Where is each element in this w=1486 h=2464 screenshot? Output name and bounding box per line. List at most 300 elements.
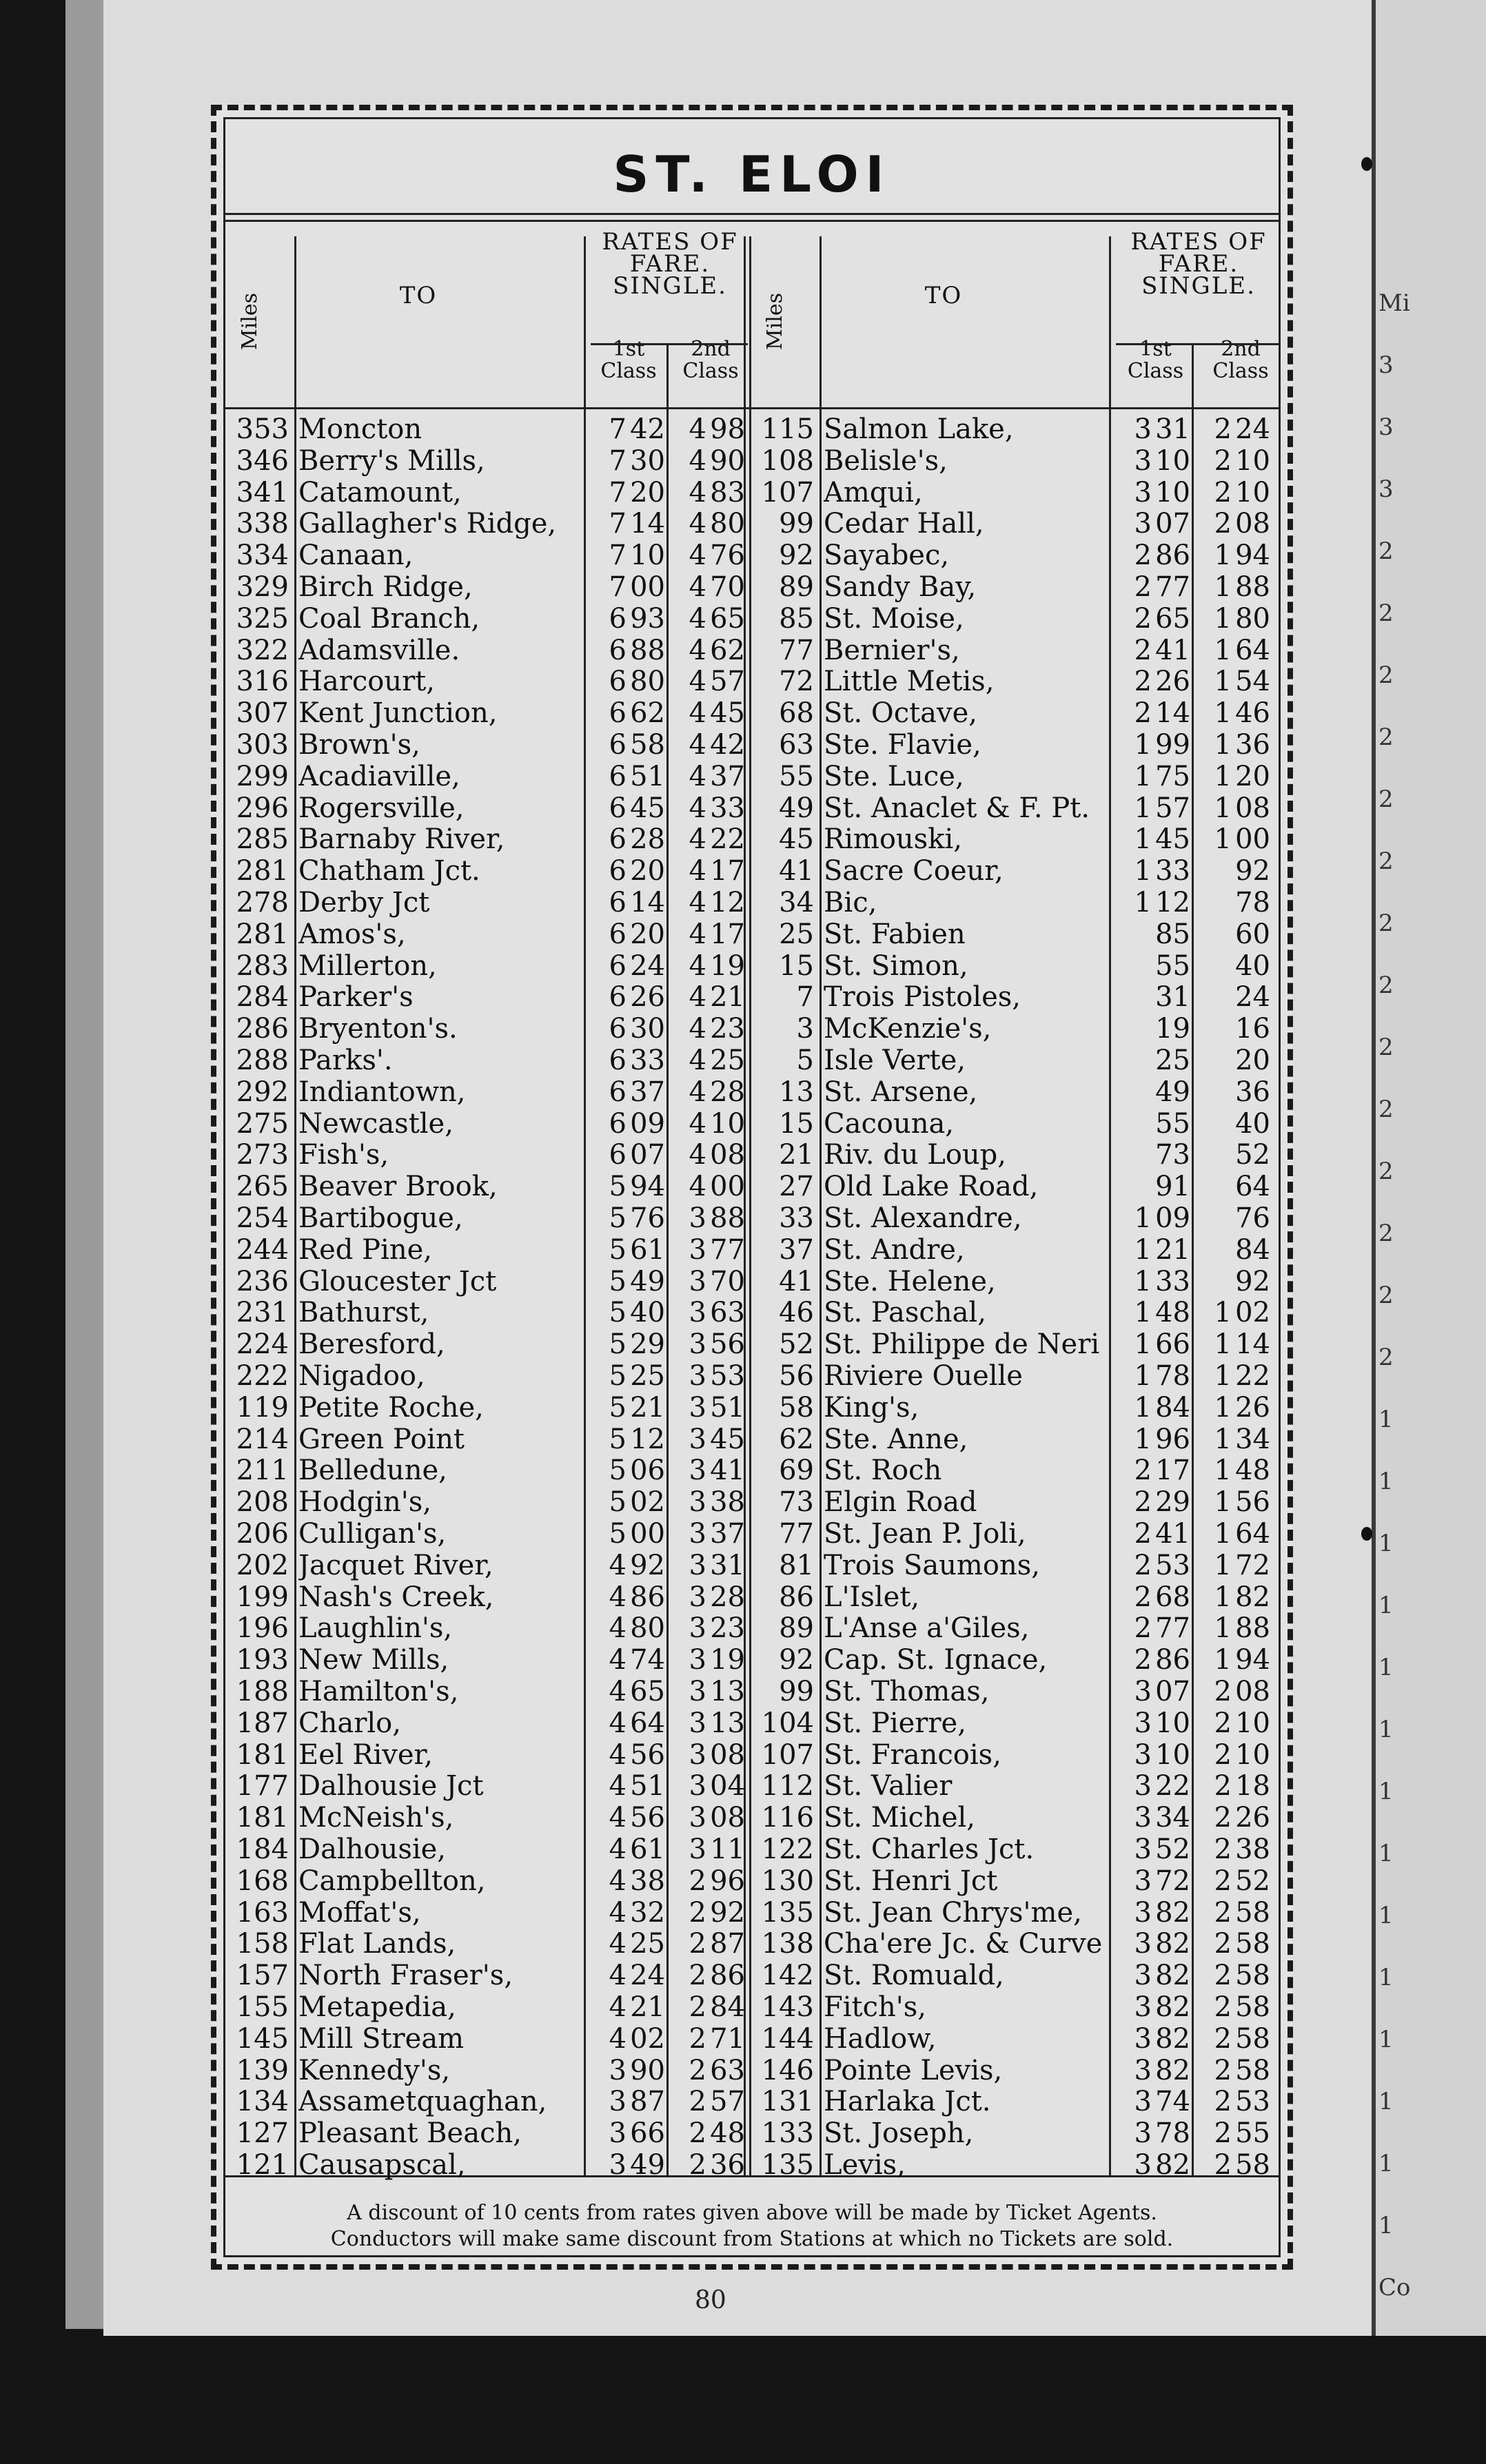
first-class-cents-cell: 82: [1155, 2149, 1190, 2181]
second-class-cents-cell: 25: [710, 1045, 745, 1076]
second-class-cents-cell: 22: [710, 823, 745, 856]
station-cell: Isle Verte,: [824, 1045, 966, 1076]
second-class-cents-cell: 53: [710, 1360, 745, 1392]
second-class-dollars-cell: 2: [689, 2022, 706, 2055]
first-class-cents-cell: 82: [1155, 1991, 1190, 2023]
station-cell: Bartibogue,: [298, 1203, 463, 1234]
station-cell: Levis,: [824, 2150, 906, 2181]
second-class-dollars-cell: 4: [689, 729, 706, 761]
first-class-dollars-cell: 6: [609, 918, 627, 950]
second-class-cents-cell: 88: [1235, 1612, 1270, 1645]
first-class-cents-cell: 82: [1155, 1960, 1190, 1992]
station-cell: Moncton: [298, 414, 423, 445]
second-class-cents-cell: 90: [710, 444, 745, 477]
station-cell: St. Arsene,: [824, 1076, 978, 1108]
adjacent-page-fragment: 1: [1378, 2088, 1394, 2115]
miles-cell: 138: [761, 1928, 814, 1960]
station-cell: Jacquet River,: [298, 1550, 493, 1581]
table-row: [225, 887, 749, 918]
first-class-cents-cell: 64: [630, 1707, 665, 1739]
second-class-cents-cell: 51: [710, 1391, 745, 1424]
table-row: [751, 2118, 1274, 2149]
adjacent-page-fragment: 2: [1378, 1034, 1394, 1061]
miles-cell: 41: [779, 855, 814, 887]
right-column-header: [751, 223, 1274, 409]
first-class-cents-cell: 90: [630, 2054, 665, 2086]
first-class-dollars-cell: 2: [1134, 1486, 1152, 1519]
table-row: [751, 446, 1274, 477]
first-class-cents-cell: 09: [630, 1107, 665, 1140]
table-row: [225, 1645, 749, 1676]
table-row: [751, 1203, 1274, 1234]
station-cell: Mill Stream: [298, 2023, 465, 2055]
second-class-cents-cell: 10: [1235, 1738, 1270, 1771]
miles-cell: 41: [779, 1265, 814, 1297]
miles-cell: 275: [236, 1107, 289, 1140]
table-row: [225, 1045, 749, 1076]
table-row: [225, 824, 749, 855]
second-class-cents-cell: 48: [710, 2117, 745, 2150]
first-class-cents-cell: 00: [630, 571, 665, 603]
second-class-dollars-cell: 2: [1214, 1770, 1232, 1803]
first-class-cents-cell: 96: [1155, 1423, 1190, 1455]
second-class-cents-cell: 10: [1235, 476, 1270, 509]
station-cell: Old Lake Road,: [824, 1171, 1039, 1203]
table-row: [751, 1077, 1274, 1108]
first-class-cents-cell: 51: [630, 1770, 665, 1803]
first-class-cents-cell: 49: [1155, 1076, 1190, 1108]
second-class-dollars-cell: 1: [1214, 1581, 1232, 1613]
first-class-dollars-cell: 2: [1134, 1549, 1152, 1581]
table-row: [225, 698, 749, 729]
first-class-dollars-cell: 3: [1134, 1865, 1152, 1897]
second-class-cents-cell: 56: [1235, 1486, 1270, 1519]
second-class-cents-cell: 08: [710, 1139, 745, 1171]
first-class-dollars-cell: 3: [1134, 2086, 1152, 2118]
station-cell: Amqui,: [824, 477, 923, 509]
table-row: [751, 2086, 1274, 2117]
station-cell: St. Andre,: [824, 1234, 965, 1266]
second-class-cents-cell: 36: [710, 2149, 745, 2181]
miles-cell: 155: [236, 1991, 289, 2023]
adjacent-page-fragment: 1: [1378, 2212, 1394, 2239]
adjacent-page-fragment: Co: [1378, 2274, 1411, 2301]
first-class-cents-cell: 41: [1155, 634, 1190, 666]
miles-cell: 72: [779, 666, 814, 698]
miles-cell: 322: [236, 634, 289, 666]
table-row: [751, 1361, 1274, 1392]
first-class-cents-cell: 38: [630, 1865, 665, 1897]
miles-cell: 99: [779, 1676, 814, 1707]
first-class-cents-cell: 75: [1155, 760, 1190, 792]
second-class-cents-cell: 56: [710, 1328, 745, 1361]
second-class-cents-cell: 26: [1235, 1802, 1270, 1834]
station-cell: St. Jean Chrys'me,: [824, 1897, 1082, 1929]
first-class-cents-cell: 56: [630, 1738, 665, 1771]
first-class-cents-cell: 51: [630, 760, 665, 792]
second-class-cents-cell: 45: [710, 1423, 745, 1455]
first-class-dollars-cell: 6: [609, 1139, 627, 1171]
second-class-cents-cell: 63: [710, 2054, 745, 2086]
miles-cell: 286: [236, 1013, 289, 1045]
first-class-cents-cell: 29: [1155, 1486, 1190, 1519]
table-row: [751, 1771, 1274, 1802]
first-class-cents-cell: 24: [630, 949, 665, 982]
second-class-cents-cell: 41: [710, 1455, 745, 1487]
miles-cell: 329: [236, 571, 289, 603]
first-class-dollars-cell: 3: [1134, 1960, 1152, 1992]
first-class-dollars-cell: 3: [1134, 2149, 1152, 2181]
table-row: [225, 572, 749, 603]
table-row: [225, 1708, 749, 1739]
second-class-dollars-cell: 2: [1214, 1676, 1232, 1707]
second-class-cents-cell: 33: [710, 792, 745, 824]
table-row: [751, 635, 1274, 666]
first-class-dollars-cell: 1: [1134, 1202, 1152, 1234]
first-class-dollars-cell: 2: [1134, 1455, 1152, 1487]
rates-header-line1: RATES OF: [1130, 228, 1267, 256]
adjacent-page-fragment: 2: [1378, 910, 1394, 937]
station-cell: Charlo,: [298, 1707, 401, 1739]
station-cell: Hadlow,: [824, 2023, 937, 2055]
adjacent-page-fragment: 1: [1378, 1654, 1394, 1681]
second-class-dollars-cell: 4: [689, 540, 706, 572]
miles-cell: 184: [236, 1834, 289, 1865]
second-class-cents-cell: 53: [1235, 2086, 1270, 2118]
first-class-dollars-cell: 5: [609, 1360, 627, 1392]
second-class-dollars-cell: 4: [689, 1013, 706, 1045]
station-cell: St. Henri Jct: [824, 1865, 998, 1897]
first-class-dollars-cell: 2: [1134, 1518, 1152, 1550]
first-class-dollars-cell: 4: [609, 1802, 627, 1834]
miles-cell: 214: [236, 1423, 289, 1455]
station-cell: Fitch's,: [824, 1992, 927, 2023]
miles-cell: 303: [236, 729, 289, 761]
first-class-dollars-cell: 3: [1134, 476, 1152, 509]
miles-cell: 181: [236, 1802, 289, 1834]
miles-cell: 193: [236, 1644, 289, 1676]
first-class-dollars-cell: 3: [1134, 1676, 1152, 1707]
station-cell: L'Anse a'Giles,: [824, 1613, 1030, 1645]
first-class-cents-cell: 77: [1155, 571, 1190, 603]
first-class-cents-cell: 25: [630, 1360, 665, 1392]
first-class-dollars-cell: 4: [609, 1991, 627, 2023]
table-row: [225, 1329, 749, 1360]
first-class-dollars-cell: 2: [1134, 1644, 1152, 1676]
first-class-cents-cell: 10: [1155, 444, 1190, 477]
second-class-cents-cell: 58: [1235, 1928, 1270, 1960]
station-cell: Causapscal,: [298, 2150, 466, 2181]
adjacent-page-fragment: 1: [1378, 1468, 1394, 1495]
miles-cell: 85: [779, 602, 814, 635]
first-class-cents-cell: 76: [630, 1202, 665, 1234]
miles-cell: 81: [779, 1549, 814, 1581]
second-class-cents-cell: 57: [710, 666, 745, 698]
second-class-cents-cell: 28: [710, 1581, 745, 1613]
first-class-dollars-cell: 3: [609, 2086, 627, 2118]
table-row: [751, 1487, 1274, 1518]
adjacent-page-fragment: 1: [1378, 2026, 1394, 2053]
second-class-dollars-cell: 2: [1214, 444, 1232, 477]
miles-cell: 254: [236, 1202, 289, 1234]
second-class-dollars-cell: 3: [689, 1612, 706, 1645]
miles-cell: 334: [236, 540, 289, 572]
miles-cell: 133: [761, 2117, 814, 2150]
miles-cell: 92: [779, 1644, 814, 1676]
second-class-cents-cell: 08: [710, 1738, 745, 1771]
first-class-cents-cell: 42: [630, 413, 665, 445]
miles-cell: 89: [779, 1612, 814, 1645]
second-class-cents-cell: 60: [1235, 918, 1270, 950]
station-cell: L'Islet,: [824, 1581, 920, 1613]
table-row: [751, 1898, 1274, 1929]
divider: [225, 220, 1279, 222]
first-class-dollars-cell: 1: [1134, 887, 1152, 918]
timetable-frame: [211, 105, 1293, 2270]
station-cell: Cap. St. Ignace,: [824, 1645, 1048, 1676]
first-class-cents-cell: 25: [1155, 1045, 1190, 1076]
table-row: [225, 1361, 749, 1392]
second-class-dollars-cell: 2: [689, 1896, 706, 1929]
miles-cell: 112: [761, 1770, 814, 1803]
first-class-dollars-cell: 2: [1134, 571, 1152, 603]
table-row: [225, 1613, 749, 1644]
second-class-dollars-cell: 2: [689, 1991, 706, 2023]
second-class-dollars-cell: 4: [689, 918, 706, 950]
first-class-dollars-cell: 6: [609, 760, 627, 792]
station-cell: Coal Branch,: [298, 603, 480, 635]
second-class-cents-cell: 08: [1235, 792, 1270, 824]
station-cell: Derby Jct: [298, 887, 430, 918]
table-row: [225, 2086, 749, 2117]
adjacent-page-fragment: 2: [1378, 1344, 1394, 1371]
table-row: [751, 1140, 1274, 1171]
first-class-cents-cell: 33: [1155, 1265, 1190, 1297]
table-row: [751, 824, 1274, 855]
first-class-cents-cell: 31: [1155, 981, 1190, 1014]
table-row: [225, 951, 749, 982]
first-class-dollars-cell: 2: [1134, 666, 1152, 698]
station-cell: Ste. Helene,: [824, 1266, 996, 1297]
table-row: [751, 1550, 1274, 1581]
first-class-cents-cell: 26: [630, 981, 665, 1014]
first-class-cents-cell: 33: [630, 1045, 665, 1076]
station-cell: Barnaby River,: [298, 824, 505, 856]
rates-header-line1: RATES OF: [602, 228, 738, 256]
table-row: [751, 414, 1274, 445]
first-class-cents-cell: 30: [630, 1013, 665, 1045]
second-class-cents-cell: 02: [1235, 1297, 1270, 1329]
table-row: [225, 2024, 749, 2055]
miles-cell: 135: [761, 1896, 814, 1929]
second-class-cents-cell: 36: [1235, 729, 1270, 761]
first-class-dollars-cell: 3: [1134, 508, 1152, 540]
miles-cell: 316: [236, 666, 289, 698]
first-class-dollars-cell: 1: [1134, 1391, 1152, 1424]
table-row: [751, 1455, 1274, 1486]
miles-cell: 107: [761, 1738, 814, 1771]
table-row: [225, 1455, 749, 1486]
adjacent-page-fragment: 1: [1378, 1840, 1394, 1867]
second-class-cents-cell: 24: [1235, 981, 1270, 1014]
second-class-cents-cell: 00: [710, 1171, 745, 1203]
table-row: [225, 1077, 749, 1108]
miles-cell: 206: [236, 1518, 289, 1550]
station-cell: Parker's: [298, 982, 414, 1014]
station-cell: Pleasant Beach,: [298, 2118, 522, 2150]
first-class-cents-cell: 24: [630, 1960, 665, 1992]
second-class-dollars-cell: 4: [689, 981, 706, 1014]
station-cell: Rimouski,: [824, 824, 962, 856]
second-class-dollars-cell: 3: [689, 1202, 706, 1234]
station-cell: Belledune,: [298, 1455, 447, 1487]
second-class-dollars-cell: 1: [1214, 760, 1232, 792]
table-row: [751, 1266, 1274, 1297]
station-cell: Petite Roche,: [298, 1392, 484, 1424]
first-class-cents-cell: 45: [630, 792, 665, 824]
first-class-dollars-cell: 6: [609, 823, 627, 856]
second-class-cents-cell: 76: [710, 540, 745, 572]
table-row: [225, 2118, 749, 2149]
binding-mark: [1361, 1527, 1372, 1541]
station-cell: Beresford,: [298, 1329, 445, 1361]
first-class-dollars-cell: 7: [609, 571, 627, 603]
miles-cell: 62: [779, 1423, 814, 1455]
first-class-dollars-cell: 2: [1134, 602, 1152, 635]
first-class-dollars-cell: 3: [1134, 1928, 1152, 1960]
first-class-dollars-cell: 4: [609, 1644, 627, 1676]
first-class-dollars-cell: 6: [609, 1045, 627, 1076]
table-row: [751, 2024, 1274, 2055]
first-class-cents-cell: 73: [1155, 1139, 1190, 1171]
station-cell: Sayabec,: [824, 540, 950, 572]
miles-cell: 86: [779, 1581, 814, 1613]
table-row: [751, 1992, 1274, 2023]
station-cell: Millerton,: [298, 950, 437, 982]
second-class-cents-cell: 22: [1235, 1360, 1270, 1392]
miles-cell: 99: [779, 508, 814, 540]
adjacent-page-fragment: 3: [1378, 475, 1394, 503]
miles-header: Miles: [238, 292, 262, 350]
first-class-cents-cell: 06: [630, 1455, 665, 1487]
station-cell: Cedar Hall,: [824, 509, 984, 540]
station-cell: St. Thomas,: [824, 1676, 990, 1707]
miles-cell: 307: [236, 697, 289, 730]
second-class-cents-cell: 48: [1235, 1455, 1270, 1487]
station-cell: Assametquaghan,: [298, 2086, 547, 2118]
first-class-dollars-cell: 4: [609, 1770, 627, 1803]
station-cell: St. Anaclet & F. Pt.: [824, 792, 1090, 824]
first-class-cents-cell: 14: [1155, 697, 1190, 730]
second-class-cents-cell: 82: [1235, 1581, 1270, 1613]
station-cell: Trois Saumons,: [824, 1550, 1040, 1581]
second-class-cents-cell: 10: [1235, 1707, 1270, 1739]
station-cell: Hodgin's,: [298, 1487, 431, 1519]
second-class-dollars-cell: 3: [689, 1486, 706, 1519]
first-class-cents-cell: 61: [630, 1834, 665, 1865]
first-class-dollars-cell: 6: [609, 634, 627, 666]
station-cell: Belisle's,: [824, 445, 948, 477]
station-cell: Harlaka Jct.: [824, 2086, 991, 2118]
miles-cell: 188: [236, 1676, 289, 1707]
first-class-dollars-cell: 7: [609, 508, 627, 540]
second-class-cents-cell: 86: [710, 1960, 745, 1992]
second-class-dollars-cell: 4: [689, 855, 706, 887]
first-class-cents-cell: 07: [1155, 1676, 1190, 1707]
table-row: [225, 446, 749, 477]
second-class-cents-cell: 54: [1235, 666, 1270, 698]
first-class-dollars-cell: 4: [609, 1960, 627, 1992]
table-row: [751, 951, 1274, 982]
second-class-dollars-cell: 4: [689, 697, 706, 730]
table-row: [751, 1045, 1274, 1076]
first-class-dollars-cell: 4: [609, 2022, 627, 2055]
first-class-dollars-cell: 3: [609, 2054, 627, 2086]
first-class-dollars-cell: 4: [609, 1865, 627, 1897]
left-column-header: [225, 223, 749, 409]
table-row: [751, 982, 1274, 1013]
first-class-dollars-cell: 3: [1134, 1707, 1152, 1739]
second-class-cents-cell: 42: [710, 729, 745, 761]
miles-cell: 292: [236, 1076, 289, 1108]
station-cell: St. Simon,: [824, 950, 968, 982]
miles-cell: 346: [236, 444, 289, 477]
miles-cell: 21: [779, 1139, 814, 1171]
adjacent-page-fragment: 1: [1378, 1902, 1394, 1929]
second-class-cents-cell: 08: [1235, 1676, 1270, 1707]
table-row: [225, 1550, 749, 1581]
table-row: [225, 1898, 749, 1929]
table-row: [751, 1740, 1274, 1771]
station-cell: Birch Ridge,: [298, 572, 473, 603]
miles-cell: 33: [779, 1202, 814, 1234]
station-cell: Parks'.: [298, 1045, 393, 1076]
first-class-cents-cell: 87: [630, 2086, 665, 2118]
second-class-dollars-cell: 4: [689, 792, 706, 824]
second-class-cents-cell: 58: [1235, 1991, 1270, 2023]
first-class-cents-cell: 62: [630, 697, 665, 730]
first-class-dollars-cell: 5: [609, 1233, 627, 1266]
second-class-cents-cell: 08: [710, 1802, 745, 1834]
first-class-cents-cell: 02: [630, 2022, 665, 2055]
miles-cell: 77: [779, 634, 814, 666]
first-class-cents-cell: 40: [630, 1297, 665, 1329]
first-class-cents-cell: 72: [1155, 1865, 1190, 1897]
second-class-dollars-cell: 1: [1214, 823, 1232, 856]
second-class-cents-cell: 10: [710, 1107, 745, 1140]
first-class-dollars-cell: 2: [1134, 634, 1152, 666]
first-class-cents-cell: 56: [630, 1802, 665, 1834]
first-class-cents-cell: 84: [1155, 1391, 1190, 1424]
first-class-cents-cell: 80: [630, 1612, 665, 1645]
miles-cell: 158: [236, 1928, 289, 1960]
second-class-cents-cell: 18: [1235, 1770, 1270, 1803]
first-class-cents-cell: 10: [1155, 1738, 1190, 1771]
second-class-header: 2nd Class: [1212, 337, 1269, 383]
miles-cell: 55: [779, 760, 814, 792]
station-cell: Bernier's,: [824, 635, 960, 666]
second-class-dollars-cell: 4: [689, 760, 706, 792]
second-class-cents-cell: 13: [710, 1676, 745, 1707]
station-cell: St. Fabien: [824, 918, 966, 950]
second-class-cents-cell: 24: [1235, 413, 1270, 445]
miles-cell: 211: [236, 1455, 289, 1487]
table-row: [225, 1740, 749, 1771]
station-cell: Beaver Brook,: [298, 1171, 498, 1203]
second-class-cents-cell: 64: [1235, 1171, 1270, 1203]
second-class-cents-cell: 92: [1235, 855, 1270, 887]
second-class-dollars-cell: 1: [1214, 540, 1232, 572]
